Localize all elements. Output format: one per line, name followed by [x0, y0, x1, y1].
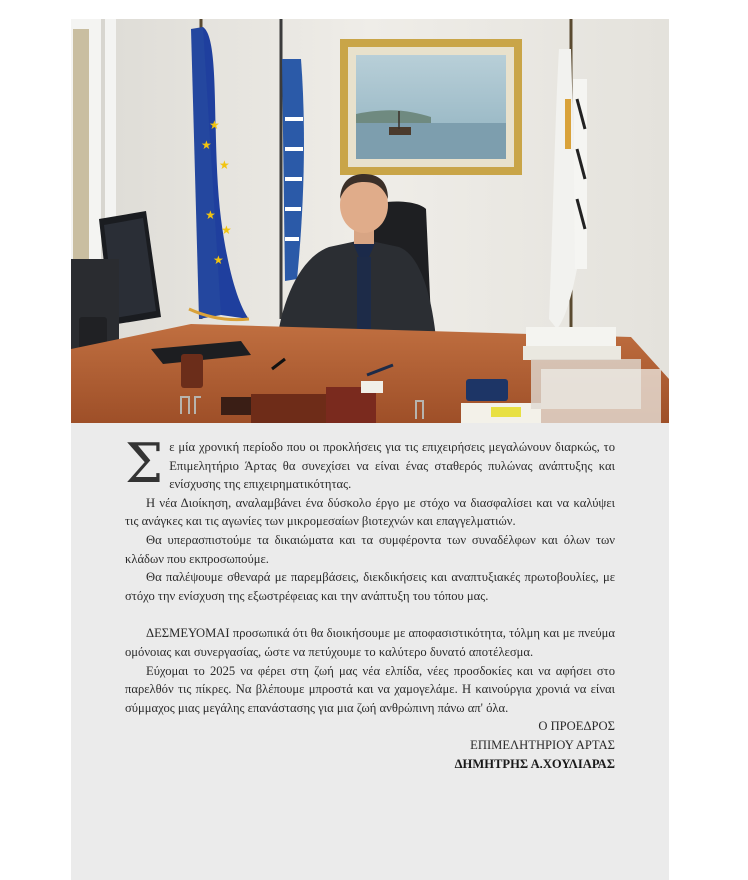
paper-stack — [526, 327, 616, 347]
svg-text:★: ★ — [213, 253, 224, 267]
paragraph-2: Η νέα Διοίκηση, αναλαμβάνει ένα δύσκολο έργο με στόχο να διασφαλίσει και να καλύψει τις ανάγκες και τις αγωνίες των μικρομεσαίων βιοτεχνών και επαγγελματιών. — [125, 495, 615, 529]
svg-text:★: ★ — [209, 118, 220, 132]
blue-box — [466, 379, 508, 401]
signature-organization: ΕΠΙΜΕΛΗΤΗΡΙΟΥ ΑΡΤΑΣ — [470, 737, 615, 752]
drop-cap: Σ — [125, 432, 164, 495]
article-panel — [71, 19, 669, 880]
svg-text:★: ★ — [221, 223, 232, 237]
svg-text:★: ★ — [201, 138, 212, 152]
paragraph-3: Θα υπερασπιστούμε τα δικαιώματα και τα συμφέροντα των συναδέλφων και όλων των κλάδων που εκπροσωπούμε. — [125, 532, 615, 566]
signature-block — [125, 717, 615, 773]
article-text — [125, 432, 615, 773]
paragraph-4: Θα παλέψουμε σθεναρά με παρεμβάσεις, διεκδικήσεις και αναπτυξιακές πρωτοβουλίες, με στόχο την ενίσχυση της εξωστρέφειας και την ανάπτυξη του τόπου μας. — [125, 570, 615, 603]
paragraph-1: ε μία χρονική περίοδο που οι προκλήσεις για τις επιχειρήσεις μεγαλώνουν διαρκώς, το Επιμελητήριο Άρτας θα συνεχίσει να είναι ένας σταθερός πυλώνας ανάπτυξης και ενίσχυσης της επιχειρηματικότητας. — [169, 440, 615, 492]
paragraph-6: Εύχομαι το 2025 να φέρει στη ζωή μας νέα ελπίδα, νέες προσδοκίες και να αφήσει στο παρελθόν τις πίκρες. Να βλέπουμε μπροστά και να χαμογελάμε. Η καινούργια χρονιά να είναι σύμμαχος μιας μεγάλης επανάστασης για μια ζωή ανθρώπινη πάνω απ' όλα. — [125, 663, 615, 715]
office-photo — [71, 19, 669, 423]
svg-text:★: ★ — [205, 208, 216, 222]
signature-name: ΔΗΜΗΤΡΗΣ Α.ΧΟΥΛΙΑΡΑΣ — [454, 756, 615, 771]
signature-title: Ο ΠΡΟΕΔΡΟΣ — [538, 719, 615, 734]
svg-text:★: ★ — [219, 158, 230, 172]
paragraph-5: ΔΕΣΜΕΥΟΜΑΙ προσωπικά ότι θα διοικήσουμε με αποφασιστικότητα, τόλμη και με πνεύμα ομόνοιας και συνεργασίας, ώστε να πετύχουμε το καλύτερο δυνατό αποτέλεσμα. — [125, 626, 615, 659]
